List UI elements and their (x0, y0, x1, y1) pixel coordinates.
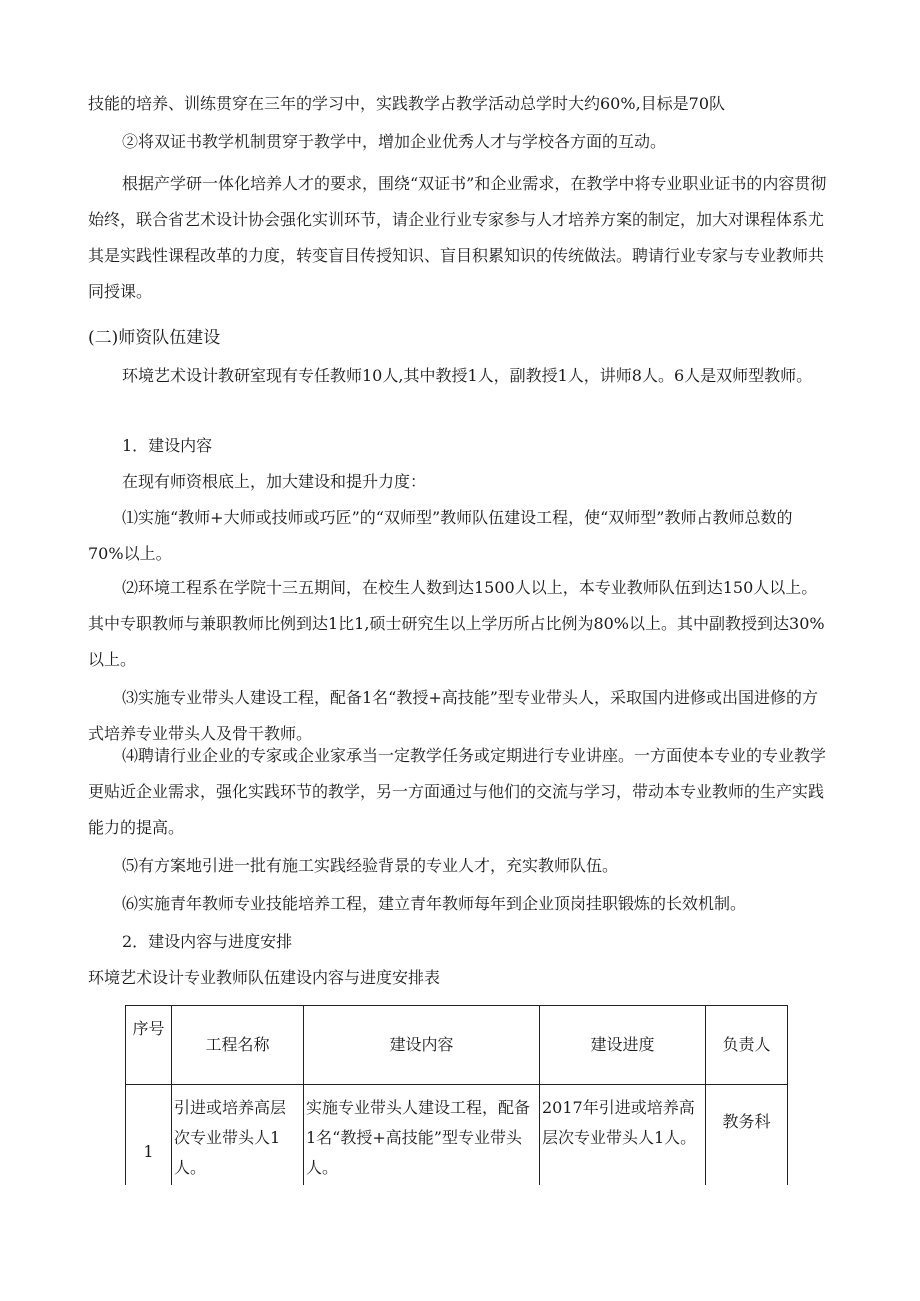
paragraph-dual-certificate: ②将双证书教学机制贯穿于教学中，增加企业优秀人才与学校各方面的互动。 (122, 132, 667, 151)
header-project-name: 工程名称 (172, 1006, 304, 1085)
paragraph-item-5: ⑸有方案地引进一批有施工实践经验背景的专业人才，充实教师队伍。 (122, 856, 619, 875)
table-header-row (126, 1006, 788, 1085)
header-owner: 负责人 (706, 1006, 788, 1085)
cell-project-name: 引进或培养高层次专业带头人1人。 (172, 1085, 304, 1212)
paragraph-item-2: ⑵环境工程系在学院十三五期间，在校生人数到达1500人以上，本专业教师队伍到达150人以上。其中专职教师与兼职教师比例到达1比1,硕士研究生以上学历所占比例为80%以上。其中副教授到达30%以上。 (88, 578, 825, 669)
header-content: 建设内容 (304, 1006, 540, 1085)
cell-content: 实施专业带头人建设工程，配备1名“教授+高技能”型专业带头人。 (304, 1085, 540, 1212)
paragraph-item-3: ⑶实施专业带头人建设工程，配备1名“教授+高技能”型专业带头人，采取国内进修或出国进修的方式培养专业带头人及骨干教师。 (88, 688, 818, 743)
header-progress: 建设进度 (540, 1006, 706, 1085)
header-index: 序号 (126, 1006, 172, 1085)
paragraph-faculty-status: 环境艺术设计教研室现有专任教师10人,其中教授1人，副教授1人，讲师8人。6人是双师型教师。 (122, 366, 813, 385)
subheading-schedule: 2．建设内容与进度安排 (122, 932, 293, 951)
section-heading-faculty: (二)师资队伍建设 (88, 328, 221, 348)
page-bottom-margin (0, 1185, 920, 1301)
schedule-table (125, 1005, 788, 1212)
subheading-construction-content: 1．建设内容 (122, 436, 213, 455)
cell-progress: 2017年引进或培养高层次专业带头人1人。 (540, 1085, 706, 1212)
table-title: 环境艺术设计专业教师队伍建设内容与进度安排表 (88, 968, 441, 987)
paragraph-intro: 在现有师资根底上，加大建设和提升力度： (122, 472, 427, 491)
paragraph-industry-training: 根据产学研一体化培养人才的要求，围绕“双证书”和企业需求，在教学中将专业职业证书的内容贯彻始终，联合省艺术设计协会强化实训环节，请企业行业专家参与人才培养方案的制定，加大对课程体系尤其是实践性课程改革的力度，转变盲目传授知识、盲目积累知识的传统做法。聘请行业专家与专业教师共同授课。 (88, 174, 827, 301)
cell-index: 1 (126, 1085, 172, 1212)
cell-owner: 教务科 (706, 1085, 788, 1212)
paragraph-item-4: ⑷聘请行业企业的专家或企业家承当一定教学任务或定期进行专业讲座。一方面使本专业的专业教学更贴近企业需求，强化实践环节的教学，另一方面通过与他们的交流与学习，带动本专业教师的生产实践能力的提高。 (88, 746, 827, 837)
paragraph-item-1: ⑴实施“教师+大师或技师或巧匠”的“双师型”教师队伍建设工程，使“双师型”教师占教师总数的70%以上。 (88, 508, 793, 563)
paragraph-practice-ratio: 技能的培养、训练贯穿在三年的学习中，实践教学占教学活动总学时大约60%,目标是70队 (88, 94, 726, 113)
paragraph-item-6: ⑹实施青年教师专业技能培养工程，建立青年教师每年到企业顶岗挂职锻炼的长效机制。 (122, 894, 747, 913)
